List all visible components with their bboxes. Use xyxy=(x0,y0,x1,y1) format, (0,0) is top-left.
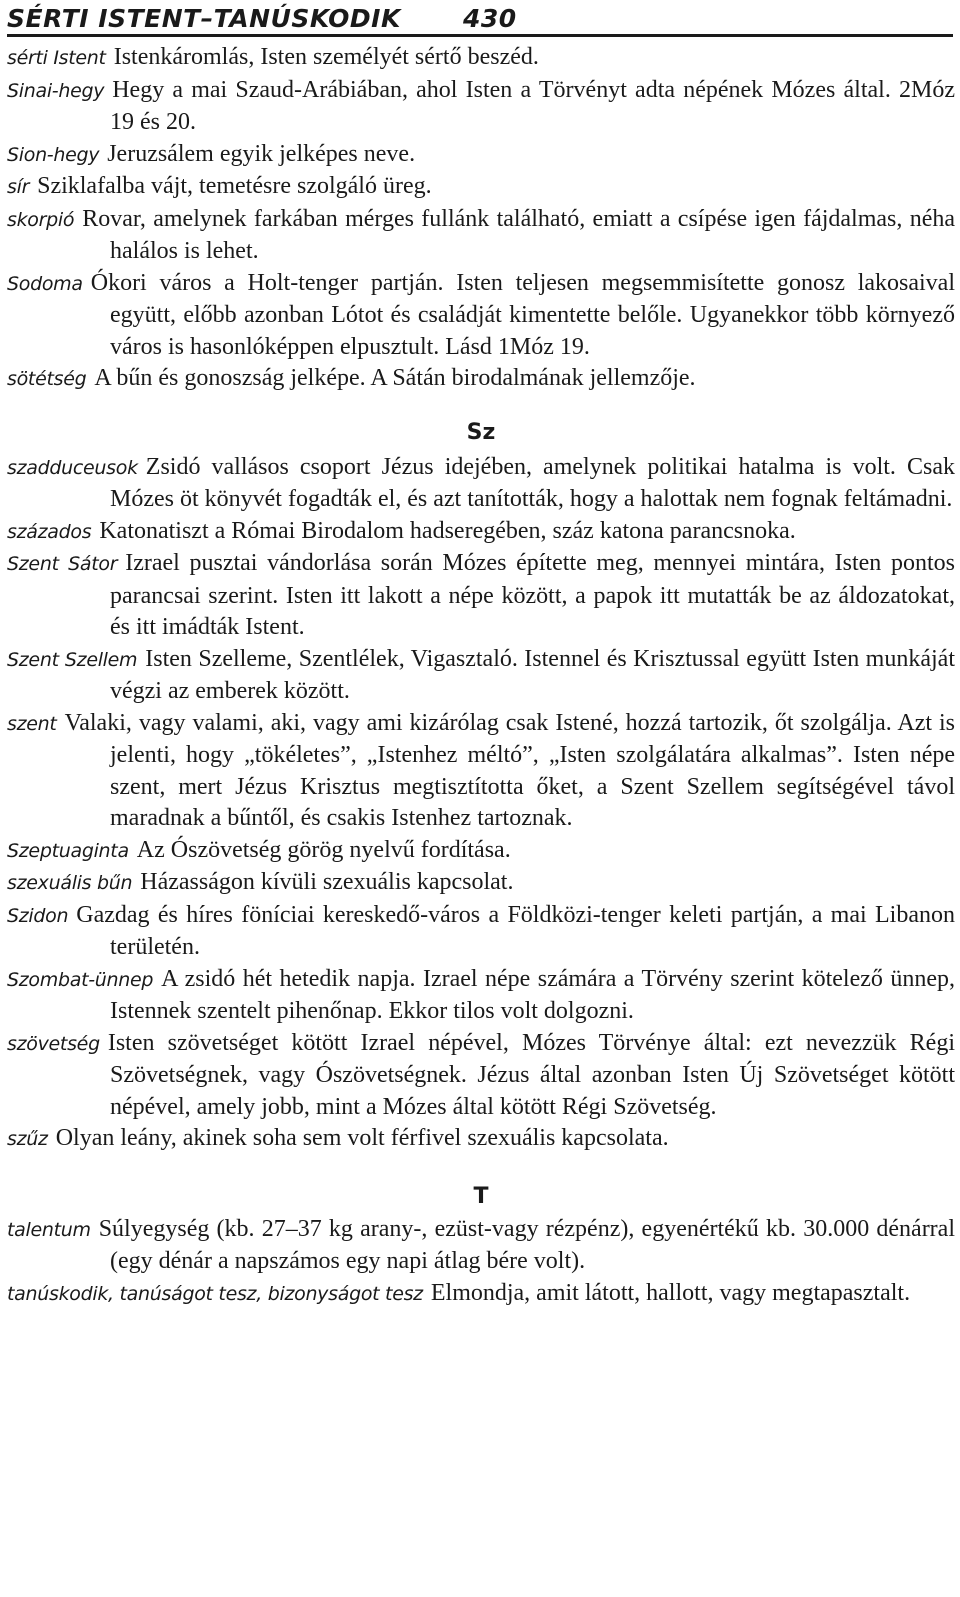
entry-definition: Jeruzsálem egyik jelképes neve. xyxy=(107,140,416,167)
entry-definition: Hegy a mai Szaud-Arábiában, ahol Isten a Törvényt adta népének Mózes által. 2Móz 19 és 20. xyxy=(110,76,955,135)
entry-definition: Katonatiszt a Római Birodalom hadseregében, száz katona parancsnoka. xyxy=(99,517,796,544)
entry-definition: Elmondja, amit látott, hallott, vagy megtapasztalt. xyxy=(430,1279,911,1306)
glossary-entry xyxy=(7,139,955,172)
entry-definition: Zsidó vallásos csoport Jézus idejében, amelynek politikai hatalma is volt. Csak Mózes öt könyvét fogadták el, és azt tanították, hogy a halottak nem fognak feltámadni. xyxy=(110,453,955,512)
glossary-entry xyxy=(7,204,955,268)
entry-term: szadduceusok xyxy=(7,456,138,479)
entry-definition: Házasságon kívüli szexuális kapcsolat. xyxy=(140,869,514,895)
entry-definition: Istenkáromlás, Isten személyét sértő beszéd. xyxy=(113,44,539,70)
entry-definition: Isten szövetséget kötött Izrael népével, Mózes Törvénye által: ezt nevezzük Régi Szövetségnek, vagy Ószövetségnek. Jézus által azonban Isten Új Szövetséget kötött népével, amely jobb, mint a Mózes által kötött Régi Szövetség. xyxy=(107,1029,955,1120)
entries-t xyxy=(7,1214,955,1311)
entry-term: szexuális bűn xyxy=(7,872,133,894)
entry-term: sérti Istent xyxy=(7,47,106,69)
glossary-entry xyxy=(7,867,955,900)
entry-term: Szent Sátor xyxy=(7,553,118,575)
entries-s xyxy=(7,42,955,396)
entry-term: Sinai-hegy xyxy=(7,79,105,102)
entry-term: szövetség xyxy=(7,1032,100,1055)
entry-definition: Isten Szelleme, Szentlélek, Vigasztaló. Istennel és Krisztussal együtt Isten munkáját végzi az emberek között. xyxy=(110,645,955,704)
entry-term: tanúskodik, tanúságot tesz, bizonyságot tesz xyxy=(7,1282,423,1305)
entry-term: Sodoma xyxy=(7,272,83,295)
entry-definition: Ókori város a Holt-tenger partján. Isten teljesen megsemmisítette gonosz lakosaival együtt, előbb azonban Lótot és családját kimentette belőle. Ugyanekkor több környező város is hasonlóképpen elpusztult. Lásd 1Móz 19. xyxy=(90,269,955,360)
glossary-entry xyxy=(7,42,955,75)
entry-definition: Izrael pusztai vándorlása során Mózes építette meg, mennyei mintára, Isten pontos parancsai szerint. Isten itt lakott a népe között, a papok itt mutatták be az áldozatokat, és itt imádták Istent. xyxy=(110,550,955,640)
entry-definition: Olyan leány, akinek soha sem volt férfivel szexuális kapcsolata. xyxy=(55,1125,669,1151)
glossary-entry xyxy=(7,363,955,396)
glossary-entry xyxy=(7,268,955,364)
page-number: 430 xyxy=(463,4,517,33)
glossary-content xyxy=(7,42,955,1310)
entry-definition: Sziklafalba vájt, temetésre szolgáló üreg. xyxy=(37,173,432,199)
glossary-entry xyxy=(7,708,955,835)
entry-definition: Gazdag és híres föníciai kereskedő-város a Földközi-tenger keleti partján, a mai Libanon területén. xyxy=(76,901,955,960)
entries-sz xyxy=(7,452,955,1156)
entry-term: Sion-hegy xyxy=(7,143,100,166)
glossary-entry xyxy=(7,452,955,516)
entry-term: sír xyxy=(7,176,30,198)
entry-definition: A bűn és gonoszság jelképe. A Sátán birodalmának jellemzője. xyxy=(94,365,696,391)
entry-definition: Az Ószövetség görög nyelvű fordítása. xyxy=(136,836,511,863)
glossary-entry xyxy=(7,516,955,549)
running-header xyxy=(7,0,953,37)
entry-definition: Súlyegység (kb. 27–37 kg arany-, ezüst-vagy rézpénz), egyenértékű kb. 30.000 dénárral (egy dénár a napszámos egy napi átlag bére volt). xyxy=(98,1215,955,1274)
glossary-entry xyxy=(7,1123,955,1156)
entry-term: Szent Szellem xyxy=(7,648,138,671)
entry-term: százados xyxy=(7,520,92,543)
entry-term: Szeptuaginta xyxy=(7,839,129,862)
section-heading-sz: Sz xyxy=(466,419,496,445)
entry-definition: Rovar, amelynek farkában mérges fullánk található, emiatt a csípése igen fájdalmas, néha halálos is lehet. xyxy=(82,205,955,264)
entry-term: sötétség xyxy=(7,368,87,390)
glossary-entry xyxy=(7,1214,955,1278)
entry-term: szűz xyxy=(7,1128,48,1150)
entry-definition: Valaki, vagy valami, aki, vagy ami kizárólag csak Istené, hozzá tartozik, őt szolgálja. Azt is jelenti, hogy „tökéletes”, „Istenhez méltó”, „Isten szolgálatára alkalmas”. Isten népe szent, mert Jézus Krisztus megtisztította őket, a Szent Szellem segítségével távol maradnak a bűntől, és csakis Istenhez tartoznak. xyxy=(64,709,955,831)
glossary-entry xyxy=(7,548,955,644)
glossary-entry xyxy=(7,900,955,964)
entry-term: Szombat-ünnep xyxy=(7,968,154,991)
header-title: SÉRTI ISTENT–TANÚSKODIK xyxy=(7,4,401,33)
glossary-entry xyxy=(7,171,955,204)
entry-term: skorpió xyxy=(7,208,75,231)
glossary-entry xyxy=(7,75,955,139)
glossary-entry xyxy=(7,1278,955,1311)
glossary-entry xyxy=(7,964,955,1028)
entry-definition: A zsidó hét hetedik napja. Izrael népe számára a Törvény szerint kötelező ünnep, Istennek szentelt pihenőnap. Ekkor tilos volt dolgozni. xyxy=(110,965,955,1024)
section-heading-t: T xyxy=(473,1183,489,1209)
glossary-entry xyxy=(7,1028,955,1124)
glossary-entry xyxy=(7,644,955,708)
glossary-entry xyxy=(7,835,955,868)
entry-term: talentum xyxy=(7,1218,91,1241)
entry-term: Szidon xyxy=(7,904,69,927)
entry-term: szent xyxy=(7,712,57,735)
